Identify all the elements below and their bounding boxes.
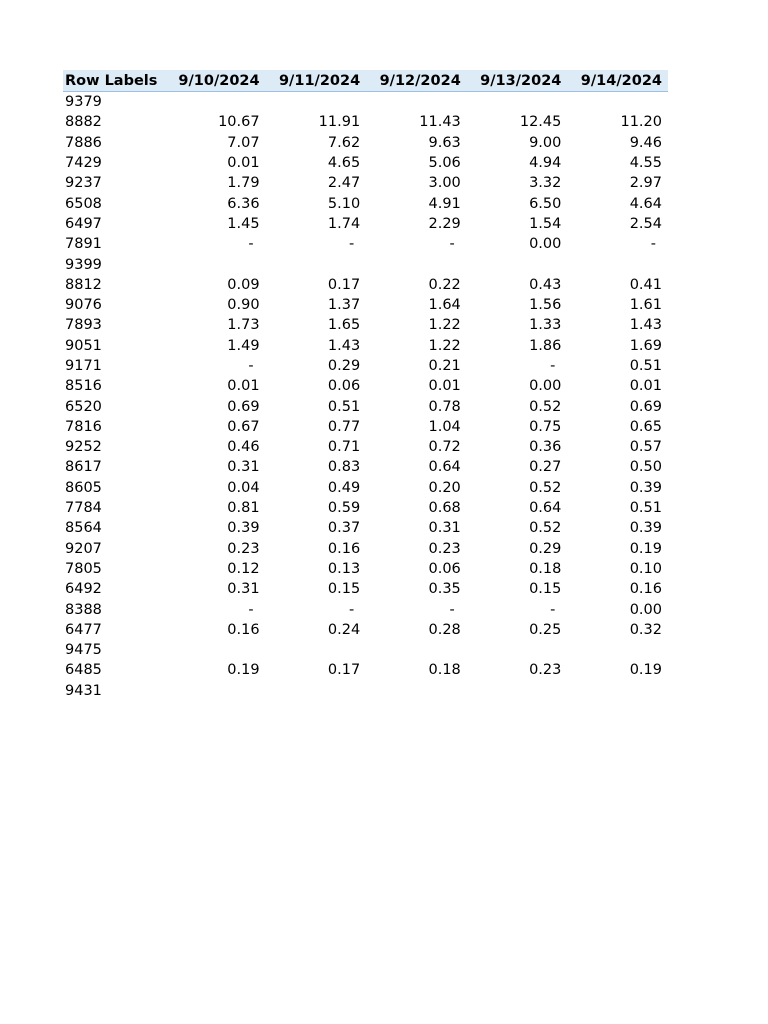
value-cell[interactable]: 7.07 bbox=[227, 134, 260, 151]
table-row bbox=[63, 173, 668, 193]
value-cell[interactable] bbox=[266, 92, 367, 113]
value-cell[interactable] bbox=[165, 640, 266, 660]
value-cell[interactable] bbox=[467, 640, 568, 660]
table-row bbox=[63, 92, 668, 113]
value-cell[interactable]: 0.16 bbox=[327, 540, 361, 557]
table-row bbox=[63, 275, 668, 295]
table-row bbox=[63, 153, 668, 173]
value-cell[interactable]: 1.64 bbox=[428, 297, 461, 314]
value-cell[interactable]: 0.15 bbox=[327, 581, 361, 598]
value-cell[interactable]: 0.28 bbox=[428, 621, 461, 638]
value-cell[interactable]: 9.63 bbox=[428, 134, 461, 151]
value-cell[interactable]: 1.74 bbox=[327, 215, 361, 232]
row-label-cell[interactable]: 9076 bbox=[65, 297, 102, 314]
value-cell[interactable]: 3.00 bbox=[428, 175, 461, 192]
row-label-cell[interactable]: 6520 bbox=[65, 398, 102, 415]
value-cell[interactable] bbox=[467, 92, 568, 113]
value-cell[interactable]: 4.65 bbox=[327, 155, 361, 172]
value-cell[interactable]: - bbox=[248, 358, 254, 374]
value-cell[interactable]: 0.19 bbox=[629, 662, 662, 679]
value-cell[interactable]: 0.15 bbox=[529, 581, 562, 598]
table-row bbox=[63, 417, 668, 437]
value-cell[interactable]: 0.68 bbox=[428, 500, 461, 517]
value-cell[interactable]: 1.56 bbox=[529, 297, 562, 314]
value-cell[interactable] bbox=[266, 254, 367, 274]
row-label-cell[interactable]: 9431 bbox=[65, 682, 102, 699]
value-cell[interactable]: 0.35 bbox=[428, 581, 461, 598]
value-cell[interactable]: 11.43 bbox=[419, 114, 461, 131]
value-cell[interactable]: 0.12 bbox=[227, 560, 260, 577]
table-row bbox=[63, 112, 668, 132]
value-cell[interactable]: - bbox=[650, 236, 656, 253]
value-cell[interactable]: 0.21 bbox=[428, 358, 461, 374]
row-label-cell[interactable]: 7805 bbox=[65, 560, 102, 577]
row-label-cell[interactable]: 9171 bbox=[65, 358, 102, 374]
row-label-cell[interactable]: 7886 bbox=[65, 134, 102, 151]
value-cell[interactable] bbox=[567, 681, 668, 701]
value-cell[interactable]: 1.54 bbox=[529, 215, 562, 232]
value-cell[interactable]: 1.22 bbox=[428, 317, 461, 334]
header-date-5[interactable]: 9/14/2024 bbox=[567, 70, 668, 92]
value-cell[interactable]: 1.86 bbox=[529, 337, 562, 354]
row-label-cell[interactable]: 7784 bbox=[65, 500, 102, 517]
value-cell[interactable]: 0.52 bbox=[529, 520, 562, 537]
value-cell[interactable] bbox=[366, 681, 467, 701]
value-cell[interactable]: 0.51 bbox=[629, 500, 662, 517]
value-cell[interactable]: 0.59 bbox=[327, 500, 361, 517]
value-cell[interactable]: 0.29 bbox=[327, 358, 361, 374]
value-cell[interactable]: 2.47 bbox=[327, 175, 361, 192]
value-cell[interactable]: 0.81 bbox=[227, 500, 260, 517]
row-label-cell[interactable]: 8388 bbox=[65, 601, 102, 618]
value-cell[interactable]: - bbox=[248, 601, 254, 618]
value-cell[interactable]: 0.00 bbox=[629, 601, 662, 618]
value-cell[interactable]: 4.91 bbox=[428, 195, 461, 212]
value-cell[interactable]: 0.69 bbox=[629, 398, 662, 415]
value-cell[interactable]: 0.77 bbox=[327, 418, 361, 435]
value-cell[interactable]: 11.20 bbox=[620, 114, 662, 131]
value-cell[interactable]: 0.01 bbox=[629, 378, 662, 395]
value-cell[interactable] bbox=[266, 640, 367, 660]
value-cell[interactable]: 11.91 bbox=[318, 114, 361, 131]
value-cell[interactable]: 0.51 bbox=[629, 358, 662, 374]
value-cell[interactable]: 0.24 bbox=[327, 621, 361, 638]
value-cell[interactable]: 5.06 bbox=[428, 155, 461, 172]
value-cell[interactable]: 0.20 bbox=[428, 479, 461, 496]
value-cell[interactable]: 0.00 bbox=[529, 236, 562, 253]
table-row bbox=[63, 478, 668, 498]
value-cell[interactable]: 0.18 bbox=[428, 662, 461, 679]
value-cell[interactable] bbox=[467, 681, 568, 701]
value-cell[interactable]: - bbox=[348, 601, 355, 618]
value-cell[interactable]: 6.36 bbox=[227, 195, 260, 212]
row-label-cell[interactable]: 8812 bbox=[65, 276, 102, 293]
value-cell[interactable] bbox=[165, 92, 266, 113]
value-cell[interactable]: 0.16 bbox=[227, 621, 260, 638]
value-cell[interactable]: 0.39 bbox=[629, 479, 662, 496]
value-cell[interactable] bbox=[266, 681, 367, 701]
row-label-cell[interactable]: 6477 bbox=[65, 621, 102, 638]
table-row bbox=[63, 356, 668, 376]
value-cell[interactable] bbox=[366, 254, 467, 274]
row-label-cell[interactable]: 8617 bbox=[65, 459, 102, 476]
value-cell[interactable]: 0.18 bbox=[529, 560, 562, 577]
value-cell[interactable]: 0.83 bbox=[327, 459, 361, 476]
value-cell[interactable]: 3.32 bbox=[529, 175, 562, 192]
value-cell[interactable]: 1.61 bbox=[629, 297, 662, 314]
table-row bbox=[63, 539, 668, 559]
value-cell[interactable]: 0.37 bbox=[327, 520, 361, 537]
value-cell[interactable]: 0.09 bbox=[227, 276, 260, 293]
table-row bbox=[63, 315, 668, 335]
value-cell[interactable]: 0.41 bbox=[629, 276, 662, 293]
value-cell[interactable]: 0.65 bbox=[629, 418, 662, 435]
table-row bbox=[63, 660, 668, 680]
row-label-cell[interactable]: 9207 bbox=[65, 540, 102, 557]
table-row bbox=[63, 214, 668, 234]
value-cell[interactable]: - bbox=[550, 358, 556, 374]
row-label-cell[interactable]: 8882 bbox=[65, 114, 102, 131]
value-cell[interactable]: 0.06 bbox=[428, 560, 461, 577]
value-cell[interactable]: 0.67 bbox=[227, 418, 260, 435]
value-cell[interactable]: 0.01 bbox=[227, 155, 260, 172]
row-label-cell[interactable]: 7429 bbox=[65, 155, 102, 172]
value-cell[interactable]: 4.55 bbox=[629, 155, 662, 172]
value-cell[interactable]: 0.01 bbox=[428, 378, 461, 395]
value-cell[interactable]: 0.04 bbox=[227, 479, 260, 496]
value-cell[interactable] bbox=[165, 681, 266, 701]
value-cell[interactable]: 1.69 bbox=[629, 337, 662, 354]
value-cell[interactable] bbox=[366, 640, 467, 660]
row-label-cell[interactable]: 7893 bbox=[65, 317, 102, 334]
table-row bbox=[63, 254, 668, 274]
table-row bbox=[63, 437, 668, 457]
value-cell[interactable]: - bbox=[348, 236, 355, 253]
value-cell[interactable]: 6.50 bbox=[529, 195, 562, 212]
header-date-2[interactable]: 9/11/2024 bbox=[266, 70, 367, 92]
value-cell[interactable]: - bbox=[248, 236, 254, 253]
table-row bbox=[63, 518, 668, 538]
value-cell[interactable]: 0.31 bbox=[227, 459, 260, 476]
pivot-table bbox=[63, 70, 668, 701]
value-cell[interactable]: 5.10 bbox=[327, 195, 361, 212]
value-cell[interactable]: 0.57 bbox=[629, 439, 662, 456]
table-row bbox=[63, 336, 668, 356]
value-cell[interactable]: 0.52 bbox=[529, 479, 562, 496]
row-label-cell[interactable]: 6497 bbox=[65, 215, 102, 232]
value-cell[interactable]: 1.73 bbox=[227, 317, 260, 334]
value-cell[interactable]: 0.64 bbox=[529, 500, 562, 517]
value-cell[interactable]: 0.90 bbox=[227, 297, 260, 314]
value-cell[interactable]: 0.52 bbox=[529, 398, 562, 415]
value-cell[interactable]: 1.45 bbox=[227, 215, 260, 232]
value-cell[interactable]: 1.65 bbox=[327, 317, 361, 334]
value-cell[interactable] bbox=[366, 92, 467, 113]
value-cell[interactable]: 0.25 bbox=[529, 621, 562, 638]
value-cell[interactable]: 0.64 bbox=[428, 459, 461, 476]
table-row bbox=[63, 620, 668, 640]
value-cell[interactable]: 0.69 bbox=[227, 398, 260, 415]
header-date-1[interactable]: 9/10/2024 bbox=[165, 70, 266, 92]
value-cell[interactable]: 0.00 bbox=[529, 378, 562, 395]
value-cell[interactable]: 9.00 bbox=[529, 134, 562, 151]
value-cell[interactable]: 0.49 bbox=[327, 479, 361, 496]
value-cell[interactable]: 1.37 bbox=[327, 297, 361, 314]
value-cell[interactable]: 0.72 bbox=[428, 439, 461, 456]
value-cell[interactable]: 0.29 bbox=[529, 540, 562, 557]
row-label-cell[interactable]: 9252 bbox=[65, 439, 102, 456]
value-cell[interactable]: 4.94 bbox=[529, 155, 562, 172]
value-cell[interactable]: 1.04 bbox=[428, 418, 461, 435]
value-cell[interactable]: 1.49 bbox=[227, 337, 260, 354]
row-label-cell[interactable]: 9051 bbox=[65, 337, 102, 354]
value-cell[interactable]: 0.23 bbox=[529, 662, 562, 679]
value-cell[interactable]: 0.46 bbox=[227, 439, 260, 456]
value-cell[interactable]: 0.16 bbox=[629, 581, 662, 598]
row-label-cell[interactable]: 8516 bbox=[65, 378, 102, 395]
row-label-cell[interactable]: 9237 bbox=[65, 175, 102, 192]
value-cell[interactable]: - bbox=[449, 601, 455, 618]
value-cell[interactable]: 4.64 bbox=[629, 195, 662, 212]
row-label-cell[interactable]: 9379 bbox=[65, 94, 102, 111]
row-label-cell[interactable]: 8605 bbox=[65, 479, 102, 496]
row-label-cell[interactable]: 9475 bbox=[65, 642, 102, 659]
value-cell[interactable]: 1.43 bbox=[327, 337, 361, 354]
value-cell[interactable] bbox=[567, 92, 668, 113]
value-cell[interactable]: 0.32 bbox=[629, 621, 662, 638]
row-label-cell[interactable]: 6492 bbox=[65, 581, 102, 598]
value-cell[interactable]: 9.46 bbox=[629, 134, 662, 151]
value-cell[interactable] bbox=[567, 640, 668, 660]
value-cell[interactable]: 1.22 bbox=[428, 337, 461, 354]
row-label-cell[interactable]: 9399 bbox=[65, 256, 102, 273]
header-row-labels[interactable]: Row Labels bbox=[63, 70, 165, 92]
table-row bbox=[63, 193, 668, 213]
table-row bbox=[63, 457, 668, 477]
row-label-cell[interactable]: 7891 bbox=[65, 236, 102, 253]
value-cell[interactable]: 0.39 bbox=[629, 520, 662, 537]
value-cell[interactable]: 0.17 bbox=[327, 276, 361, 293]
table-row bbox=[63, 640, 668, 660]
table-row bbox=[63, 579, 668, 599]
value-cell[interactable]: 0.31 bbox=[428, 520, 461, 537]
table-row bbox=[63, 133, 668, 153]
value-cell[interactable]: 1.43 bbox=[629, 317, 662, 334]
row-label-cell[interactable]: 8564 bbox=[65, 520, 102, 537]
pivot-table-sheet bbox=[63, 70, 668, 701]
value-cell[interactable]: 0.50 bbox=[629, 459, 662, 476]
row-label-cell[interactable]: 6508 bbox=[65, 195, 102, 212]
value-cell[interactable]: 0.10 bbox=[629, 560, 662, 577]
value-cell[interactable]: 2.54 bbox=[629, 215, 662, 232]
value-cell[interactable]: 2.97 bbox=[629, 175, 662, 192]
table-row bbox=[63, 559, 668, 579]
value-cell[interactable]: 12.45 bbox=[519, 114, 562, 131]
value-cell[interactable]: 0.27 bbox=[529, 459, 562, 476]
value-cell[interactable] bbox=[467, 254, 568, 274]
value-cell[interactable]: 0.01 bbox=[227, 378, 260, 395]
pivot-header-row bbox=[63, 70, 668, 92]
value-cell[interactable]: 0.78 bbox=[428, 398, 461, 415]
table-row bbox=[63, 681, 668, 701]
header-date-4[interactable]: 9/13/2024 bbox=[467, 70, 568, 92]
row-label-cell[interactable]: 7816 bbox=[65, 418, 102, 435]
value-cell[interactable] bbox=[567, 254, 668, 274]
value-cell[interactable]: 2.29 bbox=[428, 215, 461, 232]
value-cell[interactable]: 0.06 bbox=[327, 378, 361, 395]
table-row bbox=[63, 295, 668, 315]
value-cell[interactable] bbox=[165, 254, 266, 274]
table-row bbox=[63, 599, 668, 619]
value-cell[interactable]: 0.13 bbox=[327, 560, 361, 577]
row-label-cell[interactable]: 6485 bbox=[65, 662, 102, 679]
value-cell[interactable]: 0.31 bbox=[227, 581, 260, 598]
table-row bbox=[63, 376, 668, 396]
value-cell[interactable]: 0.22 bbox=[428, 276, 461, 293]
value-cell[interactable]: 10.67 bbox=[218, 114, 260, 131]
value-cell[interactable]: 0.23 bbox=[428, 540, 461, 557]
table-row bbox=[63, 234, 668, 254]
value-cell[interactable]: 0.75 bbox=[529, 418, 562, 435]
value-cell[interactable]: 0.17 bbox=[327, 662, 361, 679]
value-cell[interactable]: 0.71 bbox=[327, 439, 361, 456]
value-cell[interactable]: 0.19 bbox=[227, 662, 260, 679]
value-cell[interactable]: 1.79 bbox=[227, 175, 260, 192]
value-cell[interactable]: - bbox=[449, 236, 455, 253]
value-cell[interactable]: 7.62 bbox=[327, 134, 361, 151]
table-row bbox=[63, 396, 668, 416]
value-cell[interactable]: - bbox=[550, 601, 556, 618]
value-cell[interactable]: 0.23 bbox=[227, 540, 260, 557]
header-date-3[interactable]: 9/12/2024 bbox=[366, 70, 467, 92]
value-cell[interactable]: 0.51 bbox=[327, 398, 361, 415]
pivot-body bbox=[63, 92, 668, 701]
value-cell[interactable]: 0.19 bbox=[629, 540, 662, 557]
value-cell[interactable]: 0.36 bbox=[529, 439, 562, 456]
value-cell[interactable]: 0.43 bbox=[529, 276, 562, 293]
table-row bbox=[63, 498, 668, 518]
value-cell[interactable]: 1.33 bbox=[529, 317, 562, 334]
value-cell[interactable]: 0.39 bbox=[227, 520, 260, 537]
